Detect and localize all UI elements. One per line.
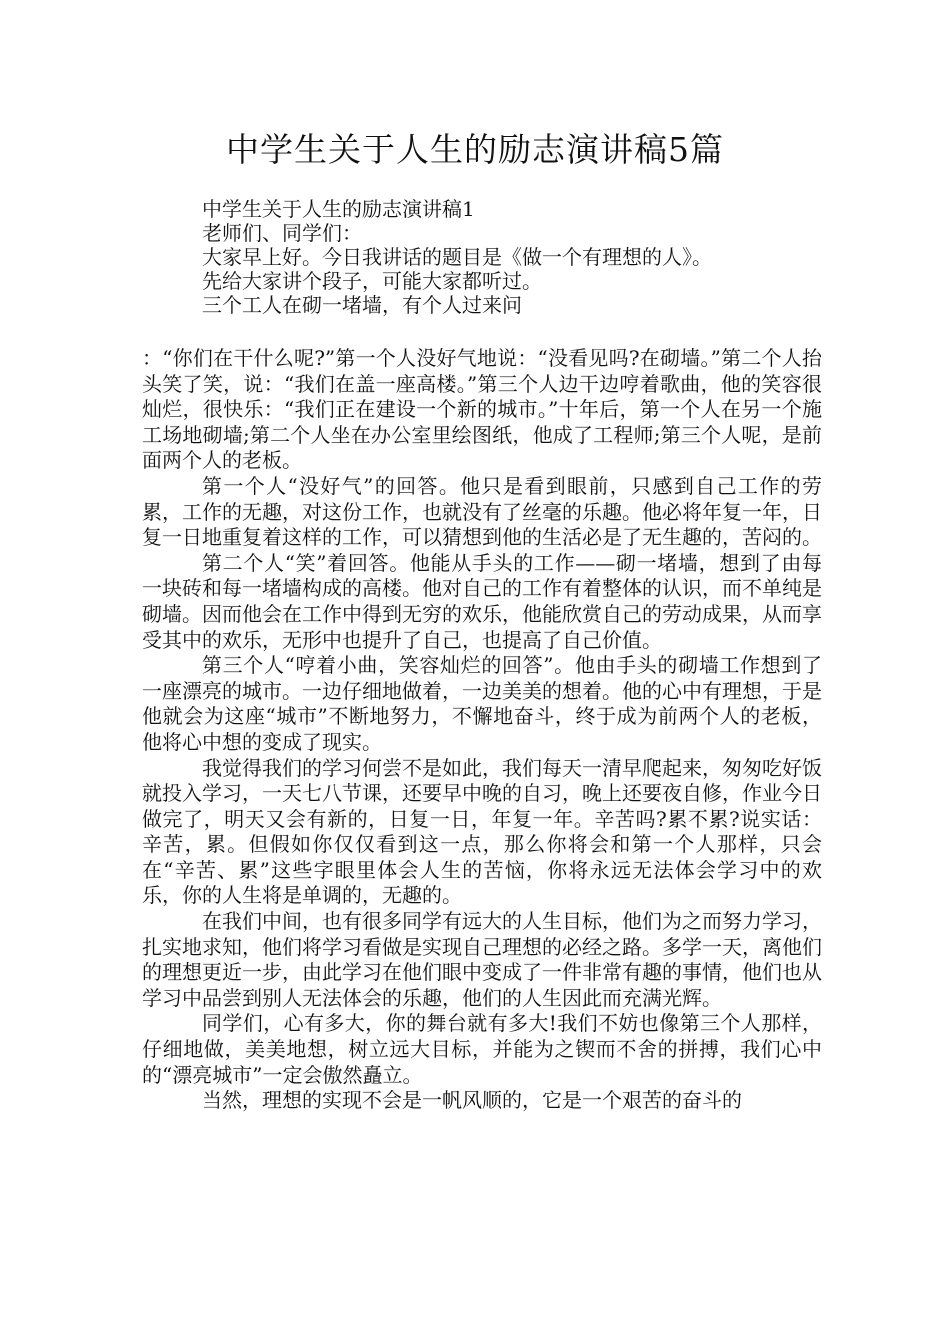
intro-line: 先给大家讲个段子，可能大家都听过。: [202, 269, 542, 293]
intro-line: 三个工人在砌一堵墙，有个人过来问: [202, 293, 522, 317]
paragraph: 第一个人“没好气”的回答。他只是看到眼前，只感到自己工作的劳累，工作的无趣，对这份工作，也就没有了丝毫的乐趣。他必将年复一年，日复一日地重复着这样的工作，可以猜想到他的生活必是了无生趣的，苦闷的。: [142, 473, 822, 550]
paragraph: 我觉得我们的学习何尝不是如此，我们每天一清早爬起来，匆匆吃好饭就投入学习，一天七八节课，还要早中晚的自习，晚上还要夜自修，作业今日做完了，明天又会有新的，日复一日，年复一年。辛苦吗?累不累?说实话：辛苦，累。但假如你仅仅看到这一点，那么你将会和第一个人那样，只会在“辛苦、累”这些字眼里体会人生的苦恼，你将永远无法体会学习中的欢乐，你的人生将是单调的，无趣的。: [142, 755, 822, 908]
paragraph: 当然，理想的实现不会是一帆风顺的，它是一个艰苦的奋斗的: [202, 1088, 742, 1113]
paragraph: 第二个人“笑”着回答。他能从手头的工作——砌一堵墙，想到了由每一块砖和每一堵墙构成的高楼。他对自己的工作有着整体的认识，而不单纯是砌墙。因而他会在工作中得到无穷的欢乐，他能欣赏自己的劳动成果，从而享受其中的欢乐，无形中也提升了自己，也提高了自己价值。: [142, 550, 822, 652]
paragraph: 第三个人“哼着小曲，笑容灿烂的回答”。他由手头的砌墙工作想到了一座漂亮的城市。一边仔细地做着，一边美美的想着。他的心中有理想，于是他就会为这座“城市”不断地努力，不懈地奋斗，终于成为前两个人的老板，他将心中想的变成了现实。: [142, 653, 822, 754]
paragraph: 同学们，心有多大，你的舞台就有多大!我们不妨也像第三个人那样，仔细地做，美美地想，树立远大目标，并能为之锲而不舍的拼搏，我们心中的“漂亮城市”一定会傲然矗立。: [142, 1011, 822, 1087]
document-title: 中学生关于人生的励志演讲稿5篇: [226, 130, 724, 169]
salutation: 老师们、同学们：: [202, 221, 362, 245]
paragraph: ：“你们在干什么呢?”第一个人没好气地说：“没看见吗?在砌墙。”第二个人抬头笑了笑，说：“我们在盖一座高楼。”第三个人边干边哼着歌曲，他的笑容很灿烂，很快乐：“我们正在建设一个新的城市。”十年后，第一个人在另一个施工场地砌墙;第二个人坐在办公室里绘图纸，他成了工程师;第三个人呢，是前面两个人的老板。: [142, 346, 822, 473]
paragraph: 在我们中间，也有很多同学有远大的人生目标，他们为之而努力学习，扎实地求知，他们将学习看做是实现自己理想的必经之路。多学一天，离他们的理想更近一步，由此学习在他们眼中变成了一件非常有趣的事情，他们也从学习中品尝到别人无法体会的乐趣，他们的人生因此而充满光辉。: [142, 909, 822, 1010]
body-text: [142, 346, 822, 1114]
intro-block: [202, 197, 822, 317]
speech-heading: 中学生关于人生的励志演讲稿1: [202, 197, 475, 221]
greeting-line: 大家早上好。今日我讲话的题目是《做一个有理想的人》。: [202, 245, 712, 269]
